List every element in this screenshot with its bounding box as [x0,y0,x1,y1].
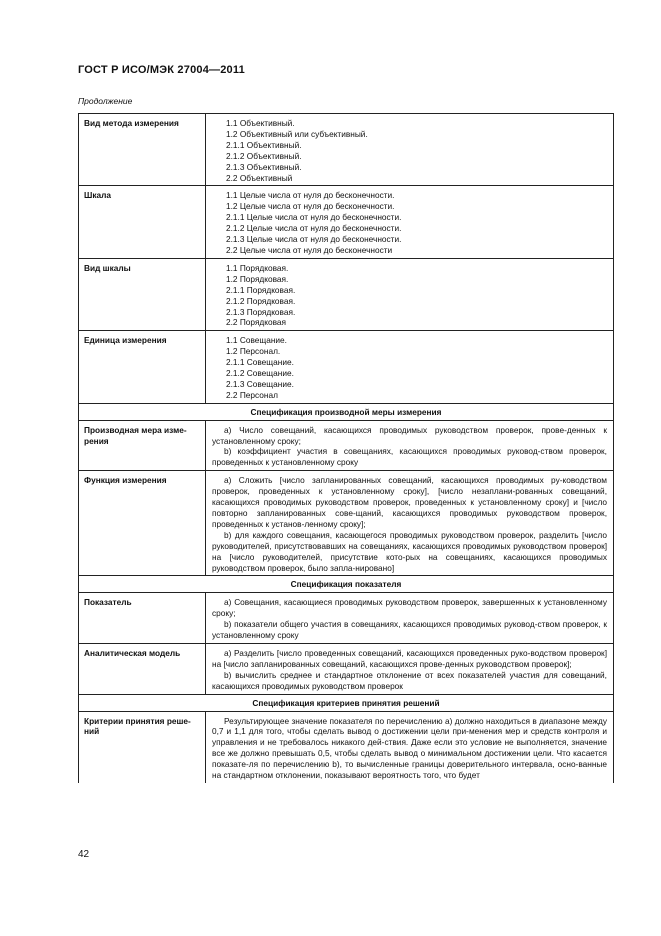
list-item: 2.2 Персонал [226,389,278,400]
row-label: Аналитическая модель [79,643,206,694]
list-item: 2.1.1 Совещание. [226,357,294,368]
list-item: 1.2 Объективный или субъективный. [226,128,368,139]
row-value [206,258,614,330]
section-row-decision [79,694,614,711]
paragraph: b) для каждого совещания, касающегося проводимых руководством проверок, разделить [число руководителей, присутствовавших на совещаниях, касающихся проводимых руководством проверок] на [число руководителей, присутствие кото-рых на совещаниях, касающихся проводимых руководством проверок, было запла-нировано] [212,529,607,573]
page-number: 42 [78,849,90,860]
paragraph: a) Совещания, касающиеся проводимых руководством проверок, завершенных к установленному сроку; [212,597,607,619]
table-row-analytical-model [79,643,614,694]
paragraph: a) Сложить [число запланированных совещаний, касающихся проводимых ру-ководством проверок, проведенных к установленному сроку], [число незаплани-рованных совещаний, касающихся проводимых руководством проверок, проведенных к установленному сроку] и [число повторно запланированных сове-щаний, касающихся проводимых руководством проверок, проведенных к установ-ленному сроку]; [212,475,607,529]
list-item: 2.1.2 Объективный. [226,150,302,161]
row-value [206,114,614,186]
table-row-unit [79,331,614,403]
list-item: 2.1.1 Целые числа от нуля до бесконечности. [226,212,402,223]
row-value [206,643,614,694]
list-item: 2.1.1 Порядковая. [226,284,296,295]
row-value [206,331,614,403]
list-item: 2.1.2 Совещание. [226,368,294,379]
row-value [206,471,614,576]
paragraph: a) Разделить [число проведенных совещаний, касающихся проведенных руко-водством проверок] на [число запланированных совещаний, касающихся прове-денных руководством проверок]; [212,647,607,669]
table-row-indicator [79,593,614,644]
row-label: Показатель [79,593,206,644]
table-row-method-type [79,114,614,186]
table-row-scale [79,186,614,258]
table-row-derived-measure [79,420,614,471]
row-label: Единица измерения [79,331,206,403]
row-value [206,593,614,644]
paragraph: b) коэффициент участия в совещаниях, касающихся проводимых руковод-ством проверок, проведенных к установленному сроку [212,446,607,468]
row-label: Производная мера изме-рения [79,420,206,471]
list-item: 2.1.2 Порядковая. [226,295,296,306]
list-item: 2.1.3 Целые числа от нуля до бесконечности. [226,234,402,245]
row-value [206,186,614,258]
list-item: 2.2 Объективный [226,172,293,183]
list-item: 1.1 Объективный. [226,118,295,128]
list-item: 2.2 Порядковая [226,317,287,328]
row-value [206,711,614,783]
list-item: 2.1.3 Совещание. [226,378,294,389]
row-label: Критерии принятия реше-ний [79,711,206,783]
list-item: 1.1 Порядковая. [226,262,289,273]
list-item: 1.2 Персонал. [226,346,281,357]
row-label: Функция измерения [79,471,206,576]
list-item: 2.1.3 Порядковая. [226,306,296,317]
document-header: ГОСТ Р ИСО/МЭК 27004—2011 [78,64,245,76]
section-row-indicator [79,576,614,593]
row-value [206,420,614,471]
list-item: 2.1.1 Объективный. [226,139,302,150]
section-heading: Спецификация производной меры измерения [79,403,614,420]
table-row-scale-type [79,258,614,330]
section-heading: Спецификация критериев принятия решений [79,694,614,711]
row-label: Вид метода измерения [79,114,206,186]
list-item: 1.2 Целые числа от нуля до бесконечности. [226,201,395,212]
specification-table [78,113,614,783]
list-item: 2.1.2 Целые числа от нуля до бесконечности. [226,223,402,234]
paragraph: Результирующее значение показателя по перечислению a) должно находиться в диапазоне между 0,7 и 1,1 для того, чтобы сделать вывод о достижении цели при-менения мер и средств контроля и управления и не требовалось никакого дей-ствия. Даже если это условие не выполняется, значение все же должно превышать 0,5, чтобы сделать вывод о минимальном достижении цели. Что касается показате-ля по перечислению b), то вычисленные границы доверительного интервала, осно-ванные на стандартном отклонении, показывают вероятность того, что будет [212,715,607,781]
paragraph: b) вычислить среднее и стандартное отклонение от всех показателей участия для совещаний, касающихся проводимых руководством проверок [212,669,607,691]
list-item: 1.1 Совещание. [226,335,287,346]
row-label: Шкала [79,186,206,258]
list-item: 1.1 Целые числа от нуля до бесконечности. [226,190,395,201]
list-item: 1.2 Порядковая. [226,273,289,284]
section-row-derived [79,403,614,420]
paragraph: b) показатели общего участия в совещаниях, касающихся проводимых руковод-ством проверок, к установленному сроку [212,619,607,641]
list-item: 2.1.3 Объективный. [226,161,302,172]
paragraph: a) Число совещаний, касающихся проводимых руководством проверок, прове-денных к установленному сроку; [212,424,607,446]
section-heading: Спецификация показателя [79,576,614,593]
table-row-measurement-function [79,471,614,576]
row-label: Вид шкалы [79,258,206,330]
continuation-note: Продолжение [78,96,133,106]
table-row-decision-criteria [79,711,614,783]
list-item: 2.2 Целые числа от нуля до бесконечности [226,244,393,255]
